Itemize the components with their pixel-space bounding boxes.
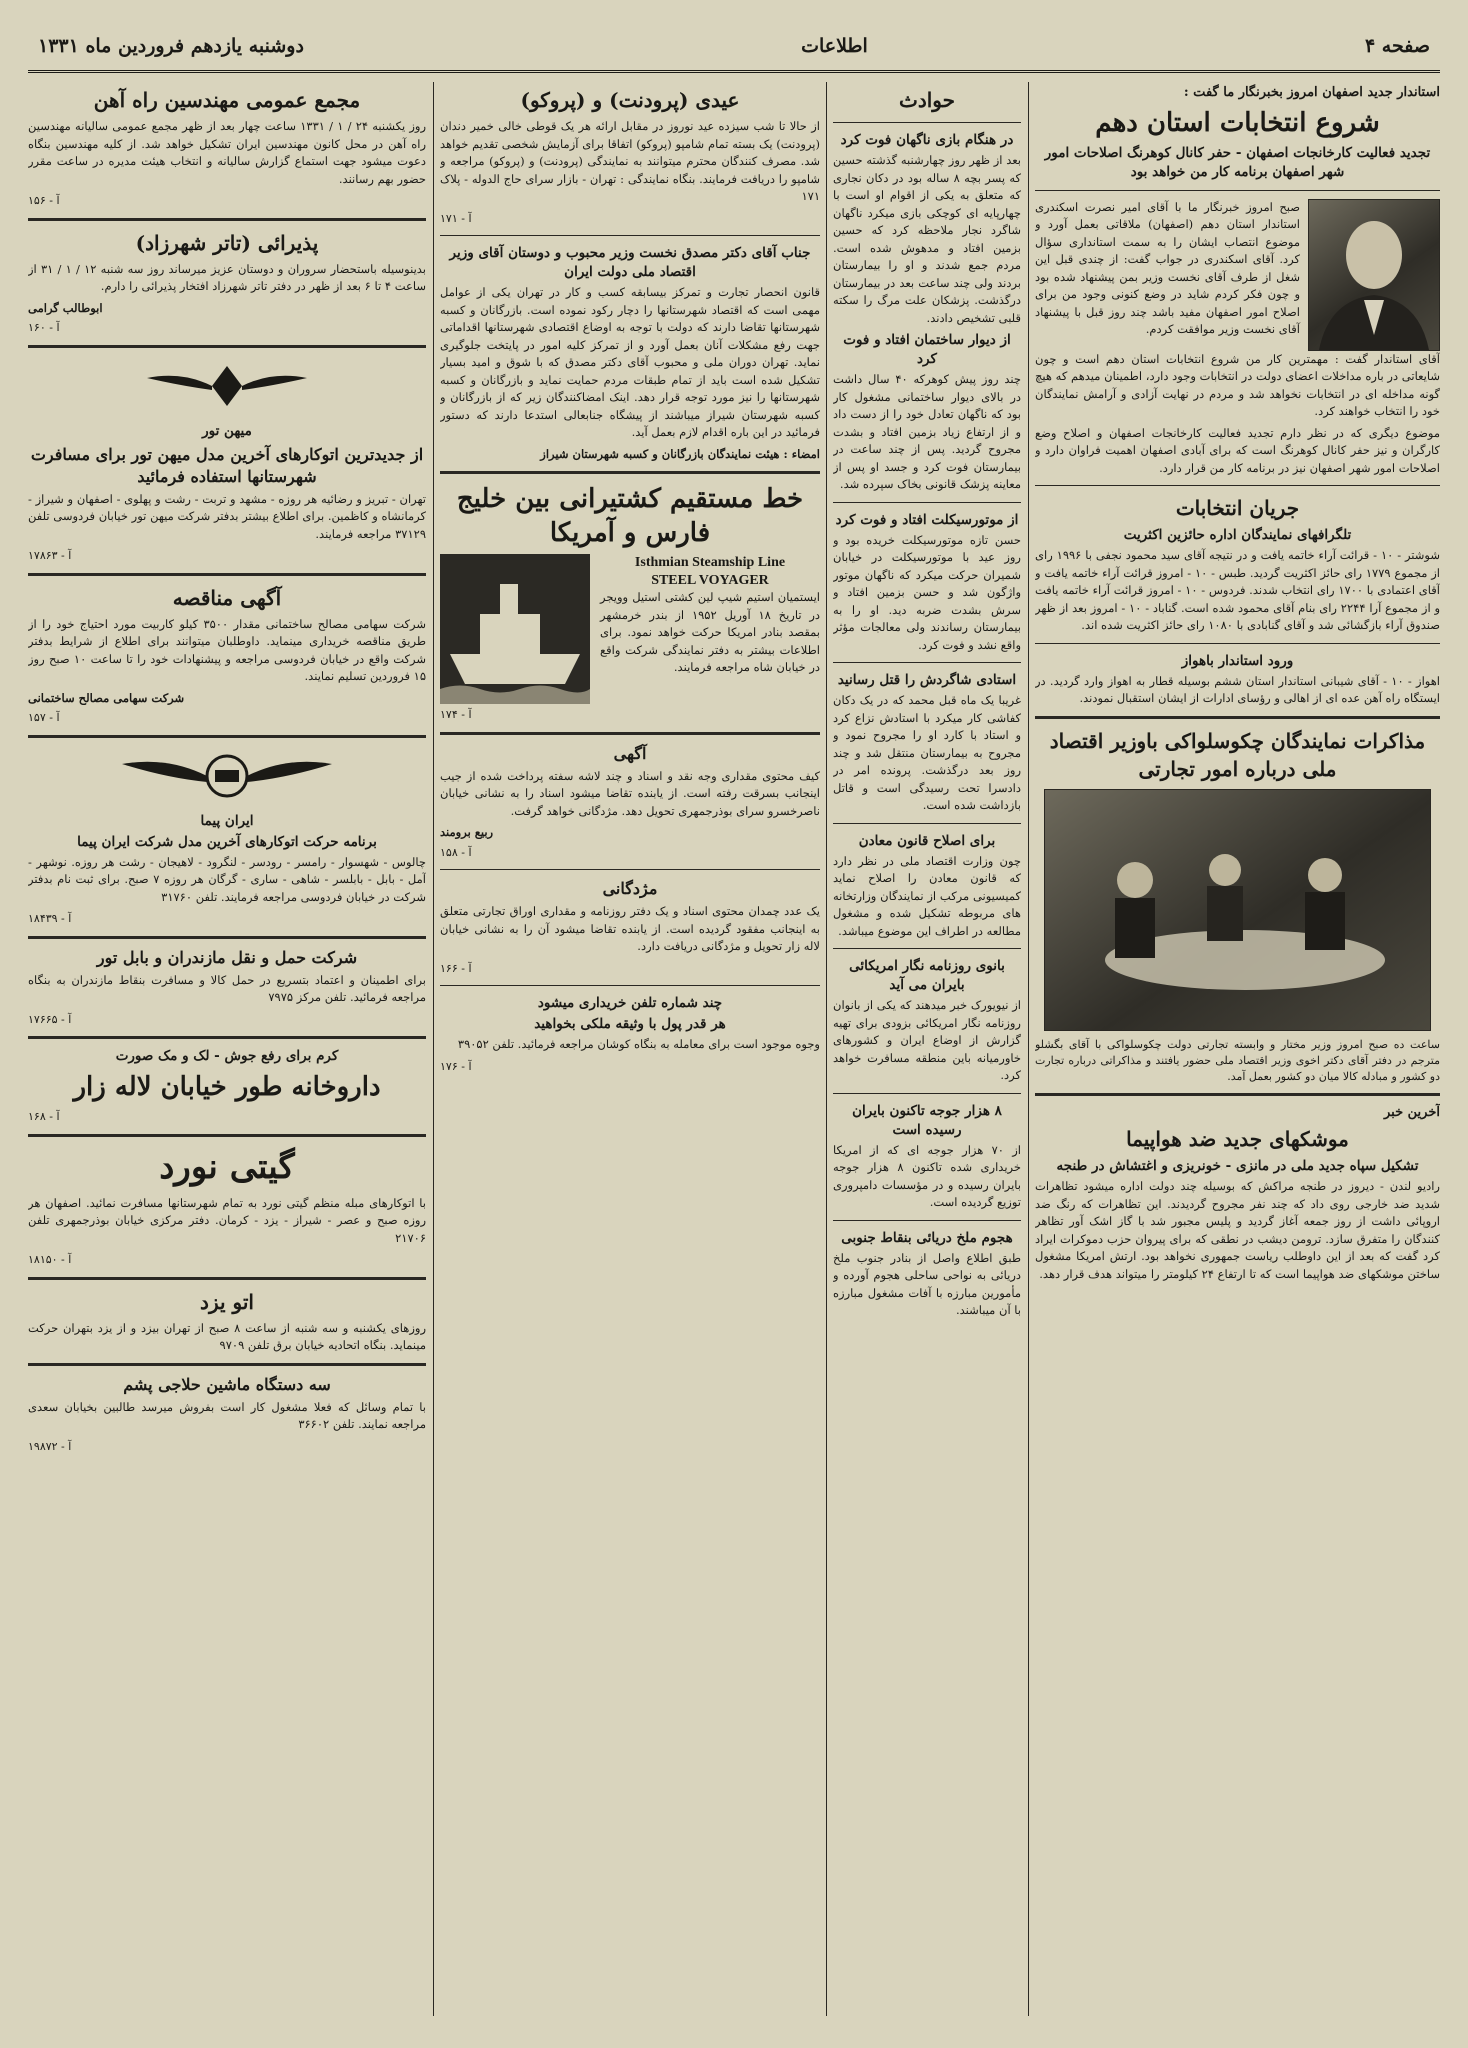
ship-name: STEEL VOYAGER xyxy=(651,572,769,588)
governor-kicker: استاندار جدید اصفهان امروز بخبرنگار ما گفت : xyxy=(1183,85,1440,100)
theater-signature: ابوطالب گرامی xyxy=(28,300,103,315)
letter-title: جناب آقای دکتر مصدق نخست وزیر محبوب و دوستان آقای وزیر اقتصاد ملی دولت ایران xyxy=(449,245,811,280)
notice-title: آگهی xyxy=(613,743,647,763)
notice-signature: ربیع برومند xyxy=(440,825,494,839)
incident-3-body: حسن تازه موتورسیکلت خریده بود و روز عید با موتورسیکلت در خیابان شمیران حرکت میکرد که ناگهان موتور واژگون شد و حسن بزمین افتاد و سرش بشدت ضربه دید. او را به بیمارستان رساندند ولی معالجات مؤثر واقع نشد و فوت کرد. xyxy=(833,532,1021,652)
governor-ahvaz-title: ورود استاندار باهواز xyxy=(1181,652,1294,669)
rail-engineers-code: آ - ۱۵۶ xyxy=(28,194,60,207)
page-number: صفحه ۴ xyxy=(1364,35,1430,57)
giti-navard-title: گیتی نورد xyxy=(159,1146,295,1187)
iran-peyma-headline: برنامه حرکت اتوکارهای آخرین مدل شرکت ایران پیما xyxy=(77,833,377,850)
ship-icon xyxy=(440,554,590,704)
governor-portrait xyxy=(1308,199,1440,351)
incident-1-title: در هنگام بازی ناگهان فوت کرد xyxy=(840,132,1014,148)
journalist-title: بانوی روزنامه نگار امریکائی بایران می آید xyxy=(849,958,1005,993)
mining-law-body: چون وزارت اقتصاد ملی در نظر دارد که قانون معادن را اصلاح نماید کمیسیونی مرکب از نمایندگان وزارتخانه های مربوطه تشکیل شده و مشغول مطالعه در اطراف این موضوع میباشد. xyxy=(833,853,1021,938)
incident-4-title: استادی شاگردش را قتل رسانید xyxy=(837,672,1017,688)
incident-1-body: بعد از ظهر روز چهارشنبه گذشته حسین که پسر بچه ۸ ساله بود در دکان نجاری که متعلق به یکی از اقوام او است با چهارپایه ای کوچکی بازی میکرد ناگهان شاگرد نجار ملاحظه کرد که حسین بزمین افتاد و مدهوش شده است. مردم جمع شدند و او را بیمارستان بردند ولی چند ساعت بعد در بیمارستان درگذشت. پزشکان علت مرگ را سکته قلبی تشخیص دادند. xyxy=(833,153,1021,325)
newspaper-page xyxy=(28,22,1440,2026)
phone-ad-subtitle: هر قدر پول با وثیقه ملکی بخواهید xyxy=(534,1016,726,1032)
issue-date: دوشنبه یازدهم فروردین ماه ۱۳۳۱ xyxy=(38,35,304,57)
notice-code: آ - ۱۵۸ xyxy=(440,845,472,859)
mazandaran-transport-body: برای اطمینان و اعتماد بتسریع در حمل کالا و مسافرت بنقاط مازندران به بنگاه مراجعه فرمائید. تلفن مرکز ۷۹۷۵ xyxy=(28,972,426,1004)
wool-machine-title: سه دستگاه ماشین حلاجی پشم xyxy=(123,1374,331,1394)
elections-progress-title: جریان انتخابات xyxy=(1175,496,1300,520)
paper-name: اطلاعات xyxy=(801,35,868,57)
pharmacy-code: آ - ۱۶۸ xyxy=(28,1110,60,1123)
prodent-ad-body: از حالا تا شب سیزده عید نوروز در مقابل ارائه هر یک قوطی خالی خمیر دندان (پرودنت) یک بسته تمام شامپو (پروکو) اتفاقا برای آزمایش شخصی تقدیم خواهد شد. مصرف کنندگان محترم میتوانند به نمایندگی (پرودنت) و (پروکو) مراجعه و شامپو را دریافت فرمایند. بنگاه نمایندگی : تهران - بازار سرای حاج الدوله - پلاک ۱۷۱ xyxy=(440,119,820,203)
incident-3-title: از موتورسیکلت افتاد و فوت کرد xyxy=(835,511,1019,528)
meeting-drawing xyxy=(1045,790,1430,1030)
reward-title: مژدگانی xyxy=(602,879,658,898)
mining-law-title: برای اصلاح قانون معادن xyxy=(858,832,996,849)
rail-engineers-body: روز یکشنبه ۲۴ / ۱ / ۱۳۳۱ ساعت چهار بعد از ظهر مجمع عمومی سالیانه مهندسین راه آهن در محل کانون مهندسین ایران تشکیل خواهد شد. از کلیه مهندسین بنگاه دعوت میشود جهت استماع گزارش سالیانه و انتخاب هیئت مدیره در ساعت مقرر حضور بهم رسانند. xyxy=(28,119,426,186)
giti-navard-body: با اتوکارهای مبله منظم گیتی نورد به تمام شهرستانها مسافرت نمائید. اصفهان هر روزه صبح و عصر - شیراز - یزد - کرمان. دفتر مرکزی خیابان بوذرجمهری تلفن ۲۱۷۰۶ xyxy=(28,1195,426,1245)
governor-body-1: صبح امروز خبرنگار ما با آقای امیر نصرت اسکندری استاندار استان دهم (اصفهان) ملاقاتی بعمل آورد و موضوع انتصاب ایشان را به سمت استانداری سؤال کرد. آقای اسکندری در جواب گفت: از چندی قبل این شغل از طرف آقای نخست وزیر بمن پیشنهاد شده بود و چون فکر کردم شاید در وضع کنونی وجود من برای اصلاح امور اصفهان مفید باشد چند روز قبل با پیشنهاد آقای نخست وزیر موافقت کردم. xyxy=(1035,199,1300,336)
latest-news-body: رادیو لندن - دیروز در طنجه مراکش که بوسیله چند دولت اداره میشود تظاهرات شدید ضد خارجی روی داد که چند نفر مجروح گردیدند. این تظاهرات که رنگ ضد اروپائی داشت از روز جمعه آغاز گردید و پلیس مجبور شد با گاز اشک آور تظاهر کنندگان را متفرق سازد. ترومن دیشب در نطقی که برای پیروان حزب دموکرات ایراد کرد گفت که بعد از این داوطلب ریاست جمهوری نخواهد بود. ارتش امریکا مشغول ساختن موشکهای ضد هواپیما است که تا ارتفاع ۲۴ کیلومتر را میتواند هدف قرار دهد. xyxy=(1035,1179,1440,1281)
czech-talks-headline: مذاکرات نمایندگان چکوسلواکی باوزیر اقتصاد ملی درباره امور تجارتی xyxy=(1049,728,1426,781)
mihan-tour-code: آ - ۱۷۸۶۳ xyxy=(28,549,72,562)
phone-ad-title: چند شماره تلفن خریداری میشود xyxy=(537,995,723,1011)
giti-navard-code: آ - ۱۸۱۵۰ xyxy=(28,1253,72,1266)
letter-signature: امضاء : هیئت نمایندگان بازرگانان و کسبه شهرستان شیراز xyxy=(540,446,820,461)
tender-title: آگهی مناقصه xyxy=(172,585,282,610)
prodent-ad-title: عیدی (پرودنت) و (پروکو) xyxy=(520,88,740,112)
phone-ad-code: آ - ۱۷۶ xyxy=(440,1059,472,1073)
mihan-tour-logo-label: میهن تور xyxy=(202,422,252,439)
pharmacy-title: داروخانه طور خیابان لاله زار xyxy=(73,1072,381,1102)
mihan-tour-headline: از جدیدترین اتوکارهای آخرین مدل میهن تور برای مسافرت شهرستانها استفاده فرمائید xyxy=(30,444,424,486)
latest-news-kicker: آخرین خبر xyxy=(1384,1104,1440,1120)
column-classifieds xyxy=(28,82,426,2026)
notice-body: کیف محتوی مقداری وجه نقد و اسناد و چند لاشه سفته پرداخت شده از جیب اینجانب بسرقت رفته است. از یابنده تقاضا میشود اسناد را به نشانی خیابان ناصرخسرو سرای بوذرجمهری تحویل دهد. مژدگانی خواهد گرفت. xyxy=(440,768,820,818)
mazandaran-transport-code: آ - ۱۷۶۶۵ xyxy=(28,1012,72,1026)
column-divider xyxy=(1028,82,1029,2016)
czech-talks-caption: ساعت ده صبح امروز وزیر مختار و وابسته تجارتی دولت چکوسلواکی با آقای بگشلو مترجم در دفتر آقای دکتر اخوی وزیر اقتصاد ملی حضور یافتند و مذاکراتی درباره تجارت دو کشور و مبادله کالا میان دو کشور بعمل آمد. xyxy=(1035,1037,1440,1083)
tender-code: آ - ۱۵۷ xyxy=(28,711,60,724)
masthead xyxy=(28,22,1440,73)
chicks-body: از ۷۰ هزار جوجه ای که از امریکا خریداری شده تاکنون ۸ هزار جوجه بایران رسیده و در مؤسسات دامپروری توزیع گردیده است. xyxy=(833,1142,1021,1209)
governor-body-3: موضوع دیگری که در نظر دارم تجدید فعالیت کارخانجات اصفهان و اصلاح وضع کارگران و نیز حفر کانال کوهرنگ است که برای آبادی اصفهان اهمیت فراوان دارد و اصلاحات امور شهر اصفهان نیز در برنامه کار من قرار دارد. xyxy=(1035,425,1440,475)
elections-headline: شروع انتخابات استان دهم xyxy=(1095,107,1380,138)
column-main-news xyxy=(1035,82,1440,2026)
ship-illustration xyxy=(440,554,590,704)
column-divider xyxy=(433,82,434,2016)
elections-progress-body: شوشتر - ۱۰ - قرائت آراء خاتمه یافت و در نتیجه آقای سید محمود نجفی با ۱۹۹۶ رای از مجموع ۱۷۷۹ رای حائز اکثریت گردید. طبس - ۱۰ - امروز قرائت آراء خاتمه یافت و آقای اعتمادی با ۱۷۰۰ رای انتخاب شدند. فردوس - ۱۰ - امروز قرائت آراء خاتمه یافت و از مجموع آرا ۲۲۴۴ رای بنام آقای محمود شده است. گناباد - ۱۰ - امروز بعد از ظهر صندوق آراء بازگشائی شد و آقای گنابادی با ۱۰۸۰ رای حائز اکثریت شده اند. xyxy=(1035,548,1440,632)
theater-title: پذیرائی (تاتر شهرزاد) xyxy=(135,230,319,255)
incident-2-title: از دیوار ساختمان افتاد و فوت کرد xyxy=(843,332,1011,367)
elections-subhead: تجدید فعالیت کارخانجات اصفهان - حفر کانال کوهرنگ اصلاحات امور شهر اصفهان برنامه کار من خواهد بود xyxy=(1044,144,1431,180)
auto-yazd-title: اتو یزد xyxy=(200,1289,254,1314)
latest-news-subhead: تشکیل سپاه جدید ملی در مانزی - خونریزی و اغتشاش در طنجه xyxy=(1056,1158,1419,1174)
latest-news-headline: موشکهای جدید ضد هواپیما xyxy=(1126,1127,1349,1151)
mihan-tour-body: تهران - تبریز و رضائیه هر روزه - مشهد و تربت - رشت و پهلوی - اصفهان و شیراز - کرمانشاه و کاظمین. برای اطلاع بیشتر بدفتر شرکت میهن تور خیابان فردوسی تلفن ۳۷۱۲۹ مراجعه فرمایند. xyxy=(28,491,426,541)
reward-code: آ - ۱۶۶ xyxy=(440,961,472,975)
tender-body: شرکت سهامی مصالح ساختمانی مقدار ۳۵۰۰ کیلو کاربیت مورد احتیاج خود را از طریق مناقصه خریداری مینماید. داوطلبان میتوانند برای اطلاع از شرایط بدفتر شرکت واقع در خیابان فردوسی مراجعه و پیشنهادات خود را تا ساعت ۱۰ صبح روز ۱۵ فروردین تسلیم نمایند. xyxy=(28,616,426,683)
pharmacy-pretitle: کرم برای رفع جوش - لک و مک صورت xyxy=(115,1048,339,1064)
governor-ahvaz-body: اهواز - ۱۰ - آقای شیبانی استاندار استان ششم بوسیله قطار به اهواز وارد گردید. در ایستگاه راه آهن عده ای از اهالی و رؤسای ادارات از ایشان استقبال نمودند. xyxy=(1035,673,1440,705)
column-incidents xyxy=(833,82,1021,2026)
column-divider xyxy=(826,82,827,2016)
wool-machine-body: با تمام وسائل که فعلا مشغول کار است بفروش میرسد طالبین بخیابان سعدی مراجعه نمایند. تلفن ۳۶۶۰۲ xyxy=(28,1399,426,1431)
iran-peyma-logo-label: ایران پیما xyxy=(200,812,254,829)
iran-peyma-code: آ - ۱۸۴۳۹ xyxy=(28,912,72,925)
incident-4-body: غریبا یک ماه قبل محمد که در یک دکان کفاشی کار میکرد با استادش نزاع کرد و استاد با کارد او را مجروح نمود و مجروح به بیمارستان منتقل شد و چند روز بعد درگذشت. پرونده امر در دادسرا تحت رسیدگی است و قاتل بازداشت شده است. xyxy=(833,693,1021,812)
column-ads-letters xyxy=(440,82,820,2026)
theater-body: بدینوسیله باستحضار سروران و دوستان عزیز میرساند روز سه شنبه ۱۲ / ۱ / ۳۱ از ساعت ۴ تا ۶ بعد از ظهر در دفتر تاتر شهرزاد افتخار پذیرائی را دارم. xyxy=(28,261,426,293)
governor-body-2: آقای استاندار گفت : مهمترین کار من شروع انتخابات استان دهم است و چون شایعاتی در باره مداخلات اعضای دولت در انتخابات وجود دارد، اطمینان میدهم که هیچ گونه مداخله ای در انتخابات نخواهد شد و مردم در نهایت آزادی و آرامش نمایندگان خود را انتخاب خواهند کرد. xyxy=(1035,351,1440,418)
letter-body: قانون انحصار تجارت و تمرکز بیسابقه کسب و کار در تهران یکی از عوامل مهمی است که اقتصاد شهرستانها را دچار رکود نموده است. بازرگانان و کسبه شهرستانها تقاضا دارند که دولت با توجه به اوضاع اقتصادی شهرستانها اقداماتی جهت رفع مشکلات آنان بعمل آورد و از تمرکز کلیه امور در پایتخت جلوگیری نماید. تهران دوران ملی و محبوب آقای دکتر مصدق که با شوق و امید بسیار تشکیل شده است باید از تمام طبقات مردم حمایت نماید و بازرگانان و کسبه شهرستانها را نیز مورد توجه قرار دهد. اینک امضاکنندگان زیر که از بازرگانان و کسبه شهرستان شیراز میباشند از پیشگاه جنابعالی استدعا دارند که دستور فرمائید در این باره اقدام لازم بعمل آید. xyxy=(440,285,820,439)
locust-body: طبق اطلاع واصل از بنادر جنوب ملخ دریائی به نواحی ساحلی هجوم آورده و مأمورین مبارزه با آفات مشغول مبارزه با آن میباشند. xyxy=(833,1250,1021,1317)
theater-code: آ - ۱۶۰ xyxy=(28,321,60,334)
shipping-headline: خط مستقیم کشتیرانی بین خلیج فارس و آمریکا xyxy=(456,484,804,548)
chicks-title: ۸ هزار جوجه تاکنون بایران رسیده است xyxy=(852,1102,1002,1138)
rail-engineers-title: مجمع عمومی مهندسین راه آهن xyxy=(93,88,361,112)
tender-signature: شرکت سهامی مصالح ساختمانی xyxy=(28,690,185,705)
locust-title: هجوم ملخ دریائی بنقاط جنوبی xyxy=(841,1229,1013,1246)
journalist-body: از نیویورک خبر میدهند که یکی از بانوان روزنامه نگار امریکائی بزودی برای تهیه گزارش از اوضاع ایران و کشورهای خاورمیانه باین منطقه مسافرت خواهد کرد. xyxy=(833,998,1021,1082)
mihan-tour-logo-icon xyxy=(142,356,312,416)
iran-peyma-body: چالوس - شهسوار - رامسر - رودسر - لنگرود - لاهیجان - رشت هر روزه. نوشهر - آمل - بابل - بابلسر - شاهی - ساری - گرگان هر روزه ۷ صبح. برای ثبت نام بدفتر شرکت در خیابان فردوسی مراجعه فرمایند. تلفن ۳۱۷۶۰ xyxy=(28,854,426,904)
auto-yazd-body: روزهای یکشنبه و سه شنبه از ساعت ۸ صبح از تهران بیزد و از یزد بتهران حرکت مینماید. بنگاه اتحادیه خیابان برق تلفن ۹۷۰۹ xyxy=(28,1320,426,1352)
incidents-section-title: حوادث xyxy=(899,88,955,112)
phone-ad-body: وجوه موجود است برای معامله به بنگاه کوشان مراجعه فرمائید. تلفن ۳۹۰۵۲ xyxy=(457,1037,820,1051)
prodent-ad-code: آ - ۱۷۱ xyxy=(440,211,472,225)
shipping-body: ایستمیان استیم شیپ لین کشتی استیل وویجر در تاریخ ۱۸ آوریل ۱۹۵۲ از بندر خرمشهر بمقصد بنادر امریکا حرکت خواهد نمود. برای اطلاعات بیشتر به دفتر نمایندگی شرکت واقع در خیابان شاه مراجعه فرمایند. xyxy=(600,590,820,674)
portrait-drawing xyxy=(1309,200,1439,350)
iran-peyma-logo-icon xyxy=(117,746,337,806)
elections-progress-subtitle: تلگرافهای نمایندگان اداره حائزین اکثریت xyxy=(1123,527,1352,543)
reward-body: یک عدد چمدان محتوی اسناد و یک دفتر روزنامه و مقداری اوراق تجارتی متعلق به اینجانب مفقود گردیده است. از یابنده تقاضا میشود آن را به نشانی خیابان لاله زار تحویل و مژدگانی دریافت دارد. xyxy=(440,904,820,953)
czech-talks-photo xyxy=(1044,789,1431,1031)
wool-machine-code: آ - ۱۹۸۷۲ xyxy=(28,1439,72,1453)
mazandaran-transport-title: شرکت حمل و نقل مازندران و بابل تور xyxy=(96,947,358,967)
shipping-ad-code: آ - ۱۷۴ xyxy=(440,708,472,721)
incident-2-body: چند روز پیش کوهرکه ۴۰ سال داشت در بالای دیوار ساختمانی مشغول کار بود که ناگهان تعادل خود را از دست داد و از ارتفاع زیاد بزمین افتاد و بشدت مجروح گردید. پس از چند ساعت در بیمارستان فوت کرد و جسد او پس از معاینه پزشک قانونی بخاک سپرده شد. xyxy=(833,372,1021,491)
shipping-line-name: Isthmian Steamship Line xyxy=(634,555,786,570)
